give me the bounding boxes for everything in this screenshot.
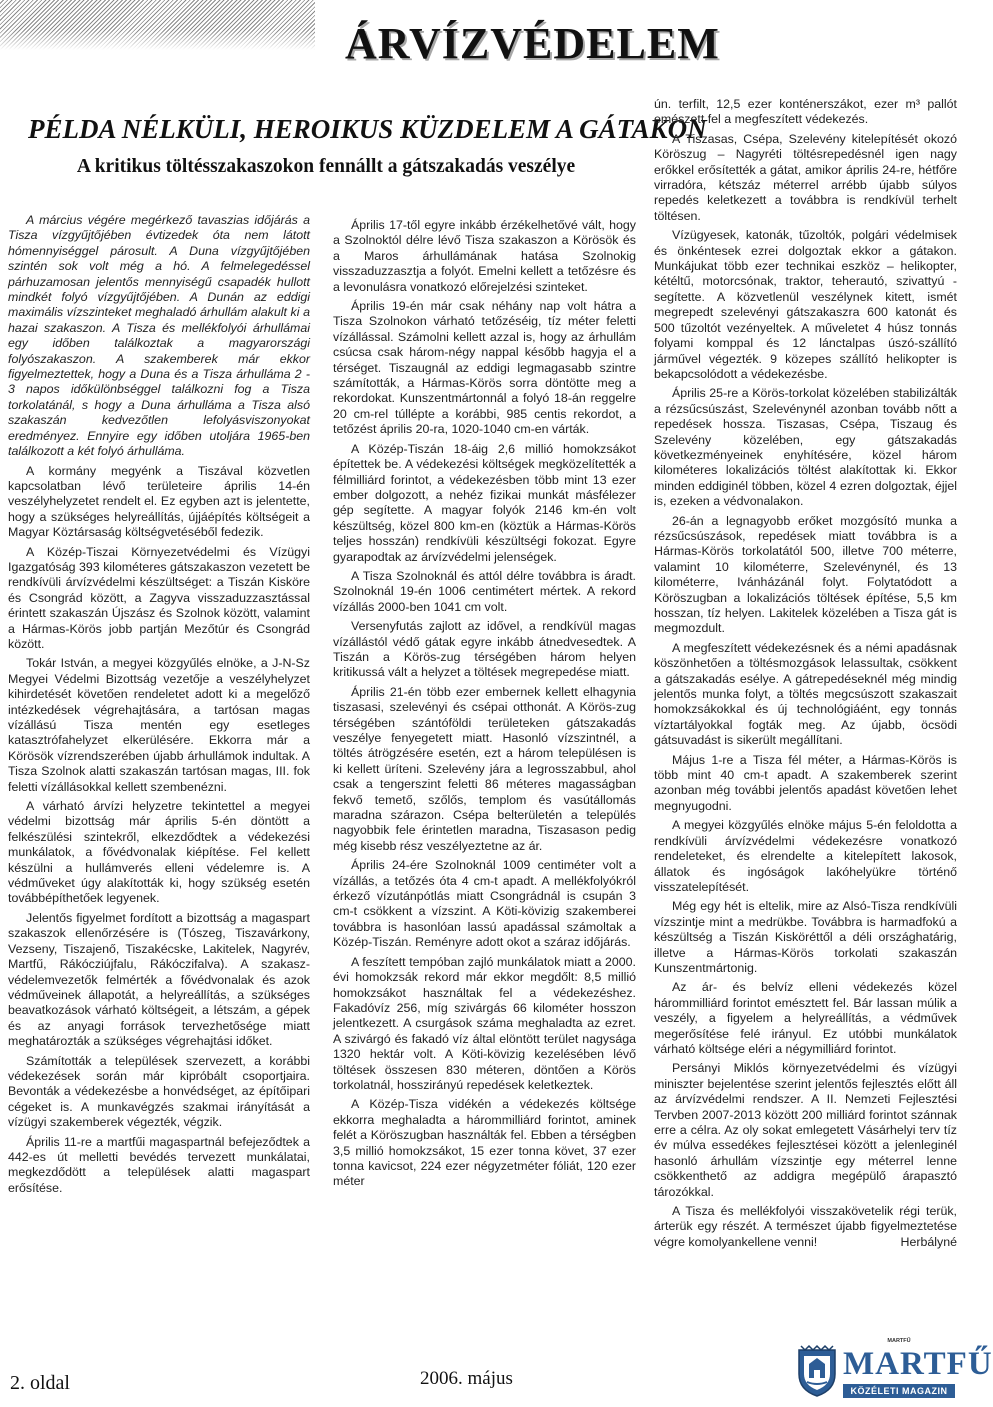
paragraph: Számították a települések szervezett, a korábbi védekezések során már kipróbált csoportjaira. Bevonták a védekezésbe a honvédséget, az építőipari cégeket is. A munkavégzés szakmai irányítását a vízügyi szakemberek végezték, végzik. — [8, 1053, 310, 1130]
article-column-2 — [333, 218, 636, 1194]
paragraph: A kormány megyénk a Tiszával közvetlen kapcsolatban lévő területeire április 14-én veszélyhelyzetet rendelt el. Ez egyben azt is jelentette, hogy a szükséges helyreállítás, újjáépítés költségeit a Magyar Köztársaság költségvetéséből fedezik. — [8, 463, 310, 540]
paragraph: Április 24-ére Szolnoknál 1009 centiméter volt a vízállás, a tetőzés óta 4 cm-t apadt. A mellékfolyókról érkező vízutánpótlás miatt Csongrádnál is csupán 3 cm-t csökkent a vízszint. A Köti-kövizig szakemberei továbbra is hasonlóan lassú apadással számoltak a Közép-Tiszán. Reményre adott okot a száraz időjárás. — [333, 858, 636, 950]
logo-name: MARTFŰ — [843, 1346, 993, 1382]
paragraph: ún. terfilt, 12,5 ezer konténerszákot, ezer m³ pallót emészett fel a megfeszített védekezés. — [654, 97, 957, 127]
martfu-magazine-logo — [795, 1338, 993, 1402]
header-hatch-fade — [0, 0, 315, 50]
article-subheadline: A kritikus töltésszakaszokon fennállt a gátszakadás veszélye — [76, 156, 576, 177]
lead-paragraph: A március végére megérkező tavaszias időjárás a Tisza vízgyűjtőjében évtizedek óta nem látott hómennyiséggel párosult. A Duna vízgyűjtőjében szintén sok volt még a hó. A felmelegedéssel párhuzamosan jelentős mennyiségű csapadék hullott mindkét folyó vízgyűjtőjében. A Dunán az eddigi maximális vízszinteket meghaladó árhullám alakult ki a hazai szakaszon. A Tisza és mellékfolyói árhullámai egy időben találkoztak a magyarországi folyószakaszon. A szakemberek már ekkor figyelmeztettek, hogy a Duna és a Tisza árhulláma 2 - 3 napos időkülönbséggel találkozni fog a Tisza torkolatánál, s hogy a Duna árhulláma a Tisza alsó szakaszán kedvezőtlen lefolyásviszonyokat eredményez. Ennyire egy időben utoljára 1965-ben találkozott a két folyó árhulláma. — [8, 213, 310, 459]
paragraph: A várható árvízi helyzetre tekintettel a megyei védelmi bizottság már április 5-én döntött a felkészülési szintekről, elkezdődtek a védekezési munkálatok, a fővédvonalak kiépítése. Fel kellett készülni a hullámverés elleni védelemre is. A védműveket úgy alakították ki, hogy szükség esetén továbbépíthetőek legyenek. — [8, 799, 310, 906]
author-signature: Herbályné — [900, 1234, 957, 1249]
paragraph: Jelentős figyelmet fordított a bizottság a magaspart szakaszok ellenőrzésére is (Tószeg, Tiszavárkony, Vezseny, Tiszajenő, Tiszakécske, Lakitelek, Nagyrév, Martfű, Rákócziújfalu, Rákóczifalva). A szakasz-védelemvezetők felmérték a fővédvonalak és azok védműveinek állapotát, a helyreállítás, a szükséges beavatkozások várható költségeit, a létszám, a gépek és az anyagi források tervezhetősége miatt meghatározták a szükséges végrehajtási időket. — [8, 910, 310, 1049]
paragraph: Vízügyesek, katonák, tűzoltók, polgári védelmisek és önkéntesek ezrei dolgoztak ekkor a gátakon. Munkájukat több ezer technikai eszköz – helikopter, kétéltű, motorcsónak, traktor, teherautó, szivattyú - segítette. A közvetlenül veszélynek kitett, ismét megrepedt szelevényi gátszakaszra 600 katonát és 500 tűzoltót vezényeltek. A műveletet 4 húsz tonnás folyami komppal és 12 lánctalpas úszó-szállító járművel végezték. 9 közepes szállító helikopter is bekapcsolódott a védekezésbe. — [654, 228, 957, 381]
paragraph: Április 17-től egyre inkább érzékelhetővé vált, hogy a Szolnoktól délre lévő Tisza szakaszon a Körösök és a Maros árhullámának hatása Szolnokig visszaduzzasztja a folyót. Emelni kellett a tetőzésre és a levonulásra vonatkozó előrejelzési szinteket. — [333, 218, 636, 294]
paragraph: Még egy hét is eltelik, mire az Alsó-Tisza rendkívüli vízszintje mint a medrükbe. Továbbra is harmadfokú a készültség a Tiszán Kisköréttől a déli országhatárig, illetve a Hármas-Körös torkolati szakaszán Kunszentmártonig. — [654, 899, 957, 975]
paragraph: Május 1-re a Tisza fél méter, a Hármas-Körös is több mint 40 cm-t apadt. A szakemberek szerint azonban még további jelentős apadást követően lehet megnyugodni. — [654, 752, 957, 813]
city-coat-of-arms-icon — [795, 1344, 839, 1398]
paragraph: A megfeszített védekezésnek és a némi apadásnak köszönhetően a töltésmozgások lelassultak, csökkent a gátszakadás esélye. A gátrepedéseknél még mindig jelentős munka folyt, a töltés megcsúszott szakaszait homokzsákokkal és új technológiáént, egy tonnás víztartályokkal fogták meg. Az újabb, öcsödi gátsuvadást is sikerült megállítani. — [654, 640, 957, 748]
paragraph: A Közép-Tisza vidékén a védekezés költsége ekkorra meghaladta a hárommilliárd forintot, aminek felét a Köröszugban használták fel. Ebben a térségben 3,5 millió homokzsákot, 15 ezer tonna követ, 37 ezer tonna kavicsot, 224 ezer négyzetméter fóliát, 120 ezer méter — [333, 1097, 636, 1189]
issue-date: 2006. május — [420, 1368, 513, 1389]
paragraph: Április 21-én több ezer embernek kellett elhagynia tiszasasi, szelevényi és csépai otthonát. A Körös-zug térségében szántóföldi területeken gátszakadás veszélye fenyegetett miatt. Hasonló vízszintnél, a töltés átrögzésére esetén, ezt a három településen is ki kellett üríteni. Szelevény jára a legrosszabbul, ahol csak a tengerszint feletti 86 méteres magasságban fekvő temető, szőlős, templom és vasútállomás maradna szárazon. Csépa belterületén a település nagyobbik fele érintetlen maradna, Tiszasason pedig még kisebb rész veszélyeztetne az ár. — [333, 684, 636, 853]
paragraph: A Közép-Tiszán 18-áig 2,6 millió homokzsákot építettek be. A védekezési költségek megközelítették a félmilliárd forintot, a védekezésben több mint 13 ezer ember dolgozott, a nehéz fizikai munkát másfélezer gép segítette. A magyar folyók 2146 km-én volt készültség, közel 800 km-en (köztük a Hármas-Körös teljes hosszán) rendkívüli készültségi fokozat. Egyre gyarapodtak az árvízvédelmi jelenségek. — [333, 441, 636, 564]
paragraph: Persányi Miklós környezetvédelmi és vízügyi miniszter bejelentése szerint jelentős fejlesztés előtt áll az árvízvédelmi rendszer. A II. Nemzeti Fejlesztési Tervben 2007-2013 között 200 milliárd forintot szánnak erre a célra. Az oly sokat emlegetett Vásárhelyi terv tíz év múlva essedékes fejlesztései között a jelenleginél hasonló árhullám vízszintje egy méterrel lenne csökkenthető az addigra megépülő árapasztó tározókkal. — [654, 1061, 957, 1199]
paragraph: 26-án a legnagyobb erőket mozgósító munka a rézsűcsúszások, repedések miatt továbbra is a Hármas-Körös torkolatától 500, illetve 700 méterre, valamint 10 kilométerre, Szelevénynél, és 13 kilométerre, Ivánházánál folyt. Folytatódott a Köröszugban a lokalizációs töltések építése, 5,5 km hosszan, tíz helyen. Lakitelek közelében a Tisza gát is megmozdult. — [654, 513, 957, 636]
article-headline: PÉLDA NÉLKÜLI, HEROIKUS KÜZDELEM A GÁTAKON — [28, 114, 707, 144]
page-number: 2. oldal — [10, 1372, 70, 1394]
paragraph: Április 19-én már csak néhány nap volt hátra a Tisza Szolnokon várható tetőzéséig, tíz méter feletti vízállással. Számolni kellett azzal is, hogy az árhullám csúcsa csak három-négy nappal később hagyja el a térséget. Tiszaugnál az eddigi legmagasabb szintre számították, a Hármas-Körös sorra döntötte meg a rekordokat. Kunszentmártonnál a folyó 18-án reggelre 20 cm-rel túllépte a korábbi, 985 centis rekordot, a tetőzést április 20-ra, 1020-1040 cm-en várták. — [333, 299, 636, 437]
logo-small-caption: MARTFŰ — [887, 1338, 911, 1344]
closing-text: A Tisza és mellékfolyói visszakövetelik régi terük, árterük egy részét. A természet újabb figyelmeztetése végre komolyankellene venni! — [654, 1204, 957, 1249]
article-column-1 — [8, 213, 310, 1200]
paragraph: A megyei közgyűlés elnöke május 5-én feloldotta a rendkívüli árvízvédelmi védekezésre vonatkozó rendeleteket, és elrendelte a kitelepített lakosok, állatok és ingóságok lakóhelyükre történő visszatelepítését. — [654, 818, 957, 894]
paragraph: A Tisza Szolnoknál és attól délre továbbra is áradt. Szolnoknál 19-én 1006 centimétert mértek. A rekord vízállás 2000-ben 1041 cm volt. — [333, 568, 636, 614]
closing-paragraph — [654, 1204, 957, 1250]
paragraph: A Közép-Tiszai Környezetvédelmi és Vízügyi Igazgatóság 393 kilométeres gátszakaszon vezetett be rendkívüli árvízvédelmi készültséget: a Tiszán Kisköre és Csongrád között, a Zagyva visszaduzzasztással érintett szakaszán Újszász és Szolnok között, valamint a Hármas-Körös jobb partján Mezőtúr és Csongrád között. — [8, 544, 310, 651]
paragraph: A feszített tempóban zajló munkálatok miatt a 2000. évi homokzsák rekord már ekkor megdőlt: 8,5 millió homokzsákot használtak fel a védekezéshez. Fakadóvíz 256, míg szivárgás 66 kilométer hosszon jelentkezett. A csurgások száma meghaladta az ezret. A szivárgó és fakadó víz által elöntött terület nagysága 1320 hektár volt. A Köti-kövizig kezelésében lévő töltések összesen 830 méteren, döntően a Körös torkolatnál, hosszirányú repedések keletkeztek. — [333, 954, 636, 1092]
paragraph: Április 11-re a martfűi magaspartnál befejeződtek a 442-es út melletti bevédés tervezett munkálatai, megkezdődött a települések alatti magaspart erősítése. — [8, 1134, 310, 1195]
paragraph: A Tiszasas, Csépa, Szelevény kitelepítését okozó Köröszug – Nagyréti töltésrepedésnél igen nagy erőkkel erősítették a gátat, amikor április 24-re, hétfőre virradóra, kétszáz méterrel arrébb újabb súlyos repedés keletkezett a továbbra is rendkívül terhelt töltésen. — [654, 131, 957, 223]
paragraph: Az ár- és belvíz elleni védekezés közel hárommilliárd forintot emésztett fel. Bár lassan múlik a veszély, a figyelem a helyreállítás, a védművek megerősítése felé irányul. Ez utóbbi munkálatok várható költsége eléri a négymilliárd forintot. — [654, 980, 957, 1056]
section-title: ÁRVÍZVÉDELEM — [345, 19, 720, 68]
paragraph: Április 25-re a Körös-torkolat közelében stabilizálták a rézsűcsúszást, Szelevénynél azonban tovább nőtt a repedések hossza. Tiszasas, Csépa, Tiszaug és Szelevény közelében, egy gátszakadás következményeinek enyhítésére, közel három kilométeres lokalizációs töltést alakítottak ki. Ekkor minden eddiginél többen, közel 4 ezren dolgoztak, éjjel is, ezeken a védvonalakon. — [654, 386, 957, 509]
paragraph: Versenyfutás zajlott az idővel, a rendkívül magas vízállástól védő gátak egyre inkább átnedvesedtek. A Tiszán a Körös-zug térségében három helyen kritikussá vált a helyzet a töltések megrepedése miatt. — [333, 619, 636, 680]
logo-magazine-label: KÖZÉLETI MAGAZIN — [843, 1384, 955, 1398]
paragraph: Tokár István, a megyei közgyűlés elnöke, a J-N-Sz Megyei Védelmi Bizottság vezetője a veszélyhelyzet kihirdetését követően rendeletet adott ki a megelőző intézkedések végrehajtására, a tartósan magas vízállású Tisza mentén egy esetleges katasztrófahelyzet elkerülésére. Ekkorra már a Körösök vízrendszerében újabb árhullámok indultak. A Tisza Szolnok alatti szakaszán tartósan magas, III. fok feletti vízállásokkal kellett szembenézni. — [8, 656, 310, 794]
article-column-3 — [654, 97, 957, 1254]
